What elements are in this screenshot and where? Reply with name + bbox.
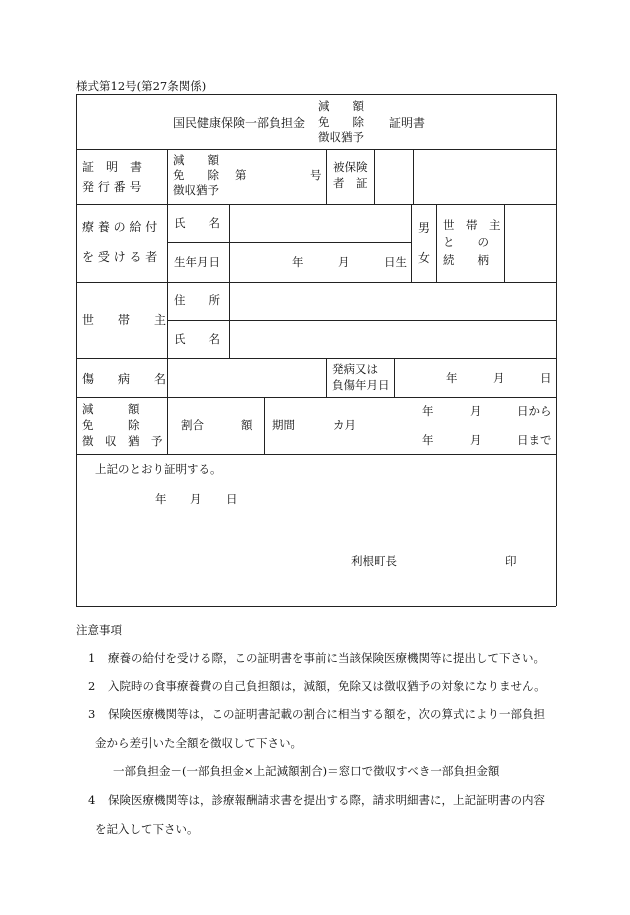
relation-label-1: 世 帯 主 bbox=[443, 218, 501, 232]
note-2-num: 2 bbox=[88, 679, 96, 693]
note-2-text: 入院時の食事療養費の自己負担額は，減額，免除又は徴収猶予の対象になりません。 bbox=[108, 679, 546, 693]
cert-dai: 第 bbox=[235, 168, 247, 182]
onset-year: 年 bbox=[446, 371, 458, 385]
insured-card-label-1: 被保険 bbox=[333, 160, 368, 174]
relation-label-2: と の bbox=[443, 235, 489, 249]
relation-label-3: 続 柄 bbox=[443, 253, 489, 267]
period-label: 期間 bbox=[272, 418, 295, 432]
title-main: 国民健康保険一部負担金 bbox=[173, 116, 306, 130]
certify-statement: 上記のとおり証明する。 bbox=[95, 462, 222, 476]
head-name-label: 氏 名 bbox=[174, 332, 220, 346]
onset-label-2: 負傷年月日 bbox=[332, 378, 390, 392]
patient-label-2: を 受 け る 者 bbox=[82, 250, 158, 264]
period-from-day: 日から bbox=[517, 404, 552, 418]
period-to-day: 日まで bbox=[517, 433, 552, 447]
certify-month: 月 bbox=[190, 492, 202, 506]
patient-label-1: 療 養 の 給 付 bbox=[82, 220, 158, 234]
title-suffix: 証明書 bbox=[389, 116, 426, 130]
cert-type-1: 減 額 bbox=[173, 153, 219, 167]
insured-card-label-2: 者 証 bbox=[333, 176, 368, 190]
period-to-year: 年 bbox=[422, 433, 434, 447]
ratio-unit: 額 bbox=[241, 418, 253, 432]
onset-month: 月 bbox=[493, 371, 505, 385]
seal-mark: 印 bbox=[505, 554, 517, 568]
gender-female: 女 bbox=[418, 251, 431, 265]
cert-number-label-2: 発 行 番 号 bbox=[82, 180, 142, 194]
patient-birth-label: 生年月日 bbox=[174, 255, 220, 269]
head-address-label: 住 所 bbox=[174, 293, 220, 307]
title-stack-2: 免 除 bbox=[318, 115, 364, 129]
patient-birth-value: 年 月 日生 bbox=[292, 255, 407, 269]
cert-number-label-1: 証 明 書 bbox=[82, 160, 143, 174]
cert-type-2: 免 除 bbox=[173, 168, 219, 182]
period-unit: カ月 bbox=[333, 418, 356, 432]
reduction-label-3: 徴 収 猶 予 bbox=[82, 434, 163, 448]
note-3-cont: 金から差引いた全額を徴収して下さい。 bbox=[95, 736, 302, 750]
period-to-month: 月 bbox=[470, 433, 482, 447]
note-4-text: 保険医療機関等は，診療報酬請求書を提出する際，請求明細書に，上記証明書の内容 bbox=[108, 793, 545, 807]
notes-heading: 注意事項 bbox=[76, 623, 122, 637]
note-3-text: 保険医療機関等は，この証明書記載の割合に相当する額を，次の算式により一部負担 bbox=[108, 707, 545, 721]
note-1-text: 療養の給付を受ける際，この証明書を事前に当該保険医療機関等に提出して下さい。 bbox=[108, 651, 545, 665]
onset-label-1: 発病又は bbox=[332, 362, 378, 376]
note-4-num: 4 bbox=[88, 793, 96, 807]
cert-type-3: 徴収猶予 bbox=[173, 183, 219, 197]
title-stack-3: 徴収猶予 bbox=[318, 130, 364, 144]
ratio-label: 割合 bbox=[181, 418, 204, 432]
note-1-num: 1 bbox=[88, 651, 96, 665]
period-from-year: 年 bbox=[422, 404, 434, 418]
form-number: 様式第12号(第27条関係) bbox=[76, 79, 207, 93]
household-head-label: 世 帯 主 bbox=[82, 313, 167, 327]
certify-year: 年 bbox=[155, 492, 167, 506]
reduction-label-2: 免 除 bbox=[82, 418, 140, 432]
period-from-month: 月 bbox=[470, 404, 482, 418]
onset-day: 日 bbox=[540, 371, 552, 385]
issuer-name: 利根町長 bbox=[351, 554, 397, 568]
cert-go: 号 bbox=[310, 168, 322, 182]
note-4-cont: を記入して下さい。 bbox=[95, 822, 199, 836]
note-formula: 一部負担金－(一部負担金×上記減額割合)＝窓口で徴収すべき一部負担金額 bbox=[113, 764, 500, 778]
title-stack-1: 減 額 bbox=[318, 99, 364, 113]
reduction-label-1: 減 額 bbox=[82, 402, 140, 416]
patient-name-label: 氏 名 bbox=[174, 216, 220, 230]
note-3-num: 3 bbox=[88, 707, 96, 721]
certify-day: 日 bbox=[226, 492, 238, 506]
gender-male: 男 bbox=[418, 221, 431, 235]
disease-label: 傷 病 名 bbox=[82, 372, 167, 386]
